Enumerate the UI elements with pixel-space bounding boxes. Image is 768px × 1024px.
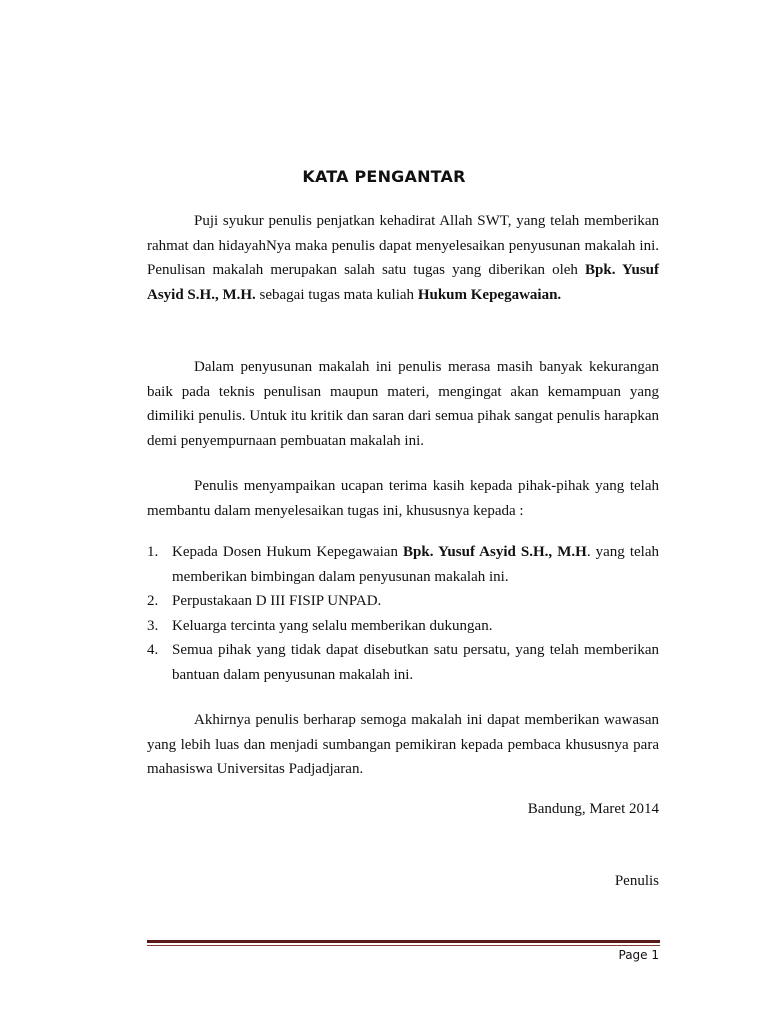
page-number: Page 1 [618, 948, 659, 962]
paragraph-text: Puji syukur penulis penjatkan kehadirat Allah SWT, yang telah memberikan rahmat dan hidayahNya maka penulis dapat menyelesaikan penyusunan makalah ini. Penulisan makalah merupakan salah satu tugas yang diberikan oleh [147, 213, 659, 278]
list-item-text: Semua pihak yang tidak dapat disebutkan satu persatu, yang telah memberikan bantuan dalam penyusunan makalah ini. [172, 642, 659, 683]
list-number: 3. [147, 617, 159, 634]
list-number: 1. [147, 544, 159, 560]
paragraph-text: sebagai tugas mata kuliah [255, 286, 418, 303]
signature-author: Penulis [614, 873, 659, 889]
page-title: KATA PENGANTAR [302, 167, 466, 186]
list-item-text: Perpustakaan D III FISIP UNPAD. [172, 593, 382, 609]
footer-divider [147, 940, 660, 943]
list-number: 4. [147, 642, 159, 658]
acknowledgement-list [147, 540, 659, 687]
paragraph-thanks-intro: Penulis menyampaikan ucapan terima kasih kepada pihak-pihak yang telah membantu dalam menyelesaikan tugas ini, khususnya kepada : [147, 478, 659, 519]
paragraph-shortcomings: Dalam penyusunan makalah ini penulis merasa masih banyak kekurangan baik pada teknis penulisan maupun materi, mengingat akan kemampuan yang dimiliki penulis. Untuk itu kritik dan saran dari semua pihak sangat penulis harapkan demi penyempurnaan pembuatan makalah ini. [147, 359, 659, 449]
list-item [147, 589, 659, 614]
list-item [147, 614, 659, 639]
list-item-text: Kepada Dosen Hukum Kepegawaian [172, 544, 404, 560]
lecturer-name: Bpk. Yusuf Asyid S.H., M.H. [147, 262, 659, 303]
signature-place-date: Bandung, Maret 2014 [527, 801, 659, 817]
list-number: 2. [147, 593, 159, 609]
list-item [147, 540, 659, 589]
footer-divider-thin [147, 945, 660, 946]
paragraph-closing: Akhirnya penulis berharap semoga makalah ini dapat memberikan wawasan yang lebih luas dan menjadi sumbangan pemikiran kepada pembaca khususnya para mahasiswa Universitas Padjadjaran. [147, 712, 659, 777]
list-item-text: Keluarga tercinta yang selalu memberikan dukungan. [172, 617, 493, 634]
course-name: Hukum Kepegawaian. [417, 286, 562, 303]
lecturer-name: Bpk. Yusuf Asyid S.H., M.H [403, 544, 587, 560]
list-item [147, 638, 659, 687]
paragraph-gratitude [147, 209, 659, 307]
list-item-text: . yang telah memberikan bimbingan dalam penyusunan makalah ini. [172, 544, 659, 585]
